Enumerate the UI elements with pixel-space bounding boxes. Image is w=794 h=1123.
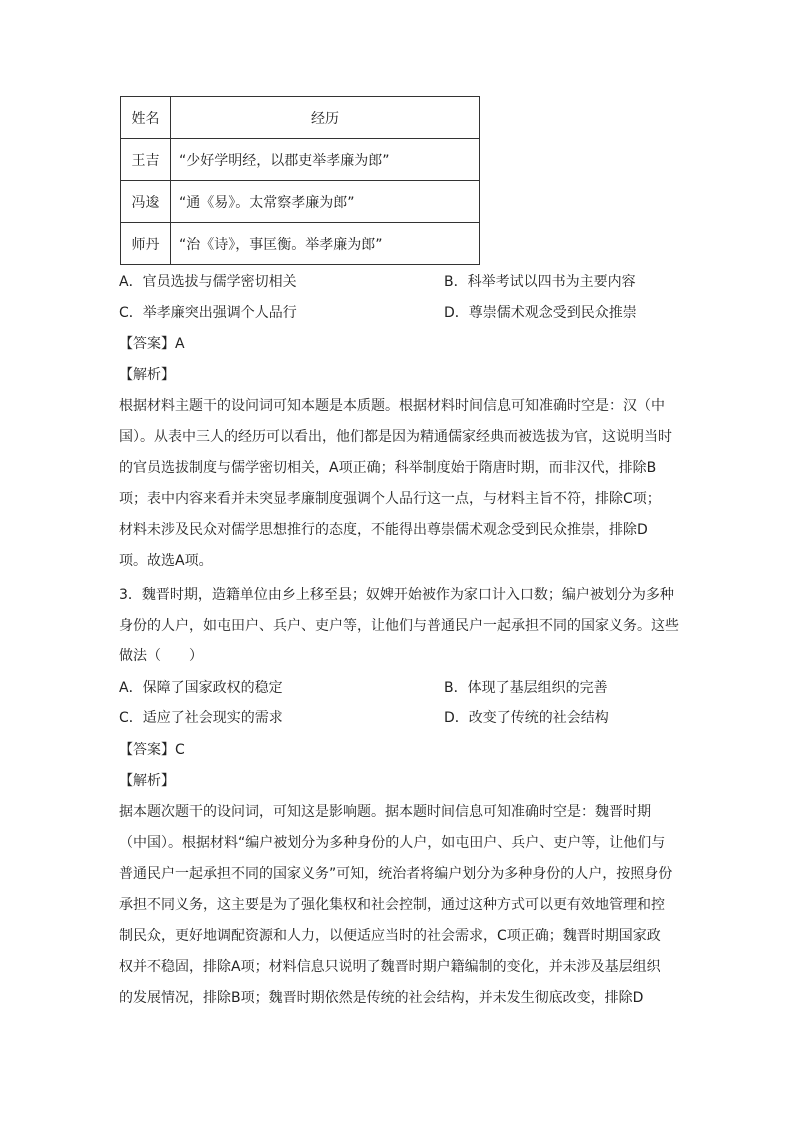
q3-stem-line: 身份的人户，如屯田户、兵户、吏户等，让他们与普通民户一起承担不同的国家义务。这些: [119, 618, 679, 634]
q3-analysis-line: 权并不稳固，排除A项；材料信息只说明了魏晋时期户籍编制的变化，并未涉及基层组织: [119, 959, 661, 975]
table-cell-experience: “通《易》。太常察孝廉为郎”: [171, 181, 480, 223]
table-row: [121, 223, 480, 265]
table-header-row: [121, 97, 480, 139]
q3-analysis-line: 据本题次题干的设问词，可知这是影响题。据本题时间信息可知准确时空是：魏晋时期: [119, 804, 651, 820]
q2-analysis-line: 根据材料主题干的设问词可知本题是本质题。根据材料时间信息可知准确时空是：汉（中: [119, 398, 665, 414]
table-cell-name: 师丹: [121, 223, 171, 265]
q3-option-c: C．适应了社会现实的需求: [119, 710, 283, 726]
q2-option-a: A．官员选拔与儒学密切相关: [119, 274, 297, 290]
table-cell-experience: “治《诗》，事匡衡。举孝廉为郎”: [171, 223, 480, 265]
table-cell-name: 冯逡: [121, 181, 171, 223]
table-header-experience: 经历: [171, 97, 480, 139]
table-header-name: 姓名: [121, 97, 171, 139]
q2-option-b: B．科举考试以四书为主要内容: [444, 274, 636, 290]
q3-stem-line: 3．魏晋时期，造籍单位由乡上移至县；奴婢开始被作为家口计入口数；编户被划分为多种: [119, 587, 674, 603]
experience-table: [120, 96, 480, 265]
q3-analysis-label: 【解析】: [119, 773, 175, 789]
q3-stem-line: 做法（ ）: [119, 648, 203, 664]
q2-analysis-line: 的官员选拔制度与儒学密切相关，A项正确；科举制度始于隋唐时期，而非汉代，排除B: [119, 460, 657, 476]
q2-analysis-line: 项。故选A项。: [119, 553, 213, 569]
q3-analysis-line: 的发展情况，排除B项；魏晋时期依然是传统的社会结构，并未发生彻底改变，排除D: [119, 990, 644, 1006]
table-cell-experience: “少好学明经，以郡吏举孝廉为郎”: [171, 139, 480, 181]
q3-option-a: A．保障了国家政权的稳定: [119, 680, 283, 696]
q2-option-c: C．举孝廉突出强调个人品行: [119, 305, 297, 321]
q3-option-d: D．改变了传统的社会结构: [444, 710, 609, 726]
q3-analysis-line: 承担不同义务，这主要是为了强化集权和社会控制，通过这种方式可以更有效地管理和控: [119, 897, 665, 913]
q3-option-b: B．体现了基层组织的完善: [444, 680, 608, 696]
q3-answer: 【答案】C: [119, 742, 185, 758]
q3-analysis-line: （中国）。根据材料“编户被划分为多种身份的人户，如屯田户、兵户、吏户等，让他们与: [119, 835, 666, 851]
q3-analysis-line: 制民众，更好地调配资源和人力，以便适应当时的社会需求，C项正确；魏晋时期国家政: [119, 928, 661, 944]
table-cell-name: 王吉: [121, 139, 171, 181]
q2-analysis-line: 项；表中内容来看并未突显孝廉制度强调个人品行这一点，与材料主旨不符，排除C项；: [119, 491, 661, 507]
q2-analysis-line: 国）。从表中三人的经历可以看出，他们都是因为精通儒家经典而被选拔为官，这说明当时: [119, 429, 672, 445]
q3-analysis-line: 普通民户一起承担不同的国家义务”可知，统治者将编户划分为多种身份的人户，按照身份: [119, 866, 673, 882]
q2-answer: 【答案】A: [119, 336, 185, 352]
q2-option-d: D．尊崇儒术观念受到民众推崇: [444, 305, 637, 321]
table-row: [121, 139, 480, 181]
q2-analysis-line: 材料未涉及民众对儒学思想推行的态度，不能得出尊崇儒术观念受到民众推崇，排除D: [119, 522, 648, 538]
table-row: [121, 181, 480, 223]
q2-analysis-label: 【解析】: [119, 367, 175, 383]
